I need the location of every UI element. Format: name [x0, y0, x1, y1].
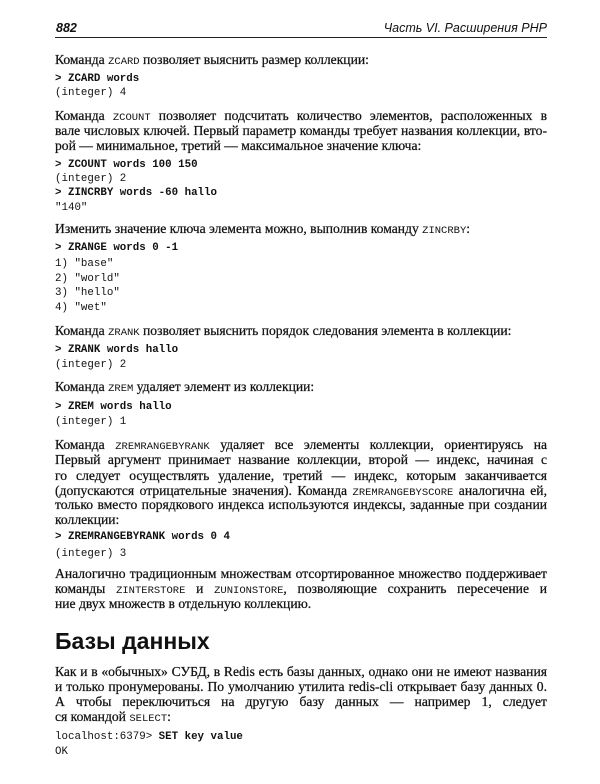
text-line	[55, 437, 547, 453]
text-line	[55, 664, 547, 680]
text-segment: удаляет все элементы коллекции, ориентируясь на	[220, 437, 547, 452]
text-segment: "140"	[55, 202, 88, 214]
text-line	[55, 52, 547, 70]
command-input: > ZREMRANGEBYRANK words 0 4	[55, 531, 230, 543]
text-line	[55, 468, 547, 484]
text-segment: позволяет подсчитать количество элементов, расположенных в	[158, 108, 547, 123]
code-line	[55, 285, 547, 301]
section-heading: Базы данных	[55, 628, 210, 654]
text-segment: , позволяющие сохранить пересечение и	[283, 581, 547, 596]
text-segment: (integer) 1	[55, 416, 127, 428]
code-line	[55, 546, 547, 562]
text-line	[55, 566, 547, 582]
text-line	[55, 123, 547, 139]
code-line	[55, 200, 547, 216]
code-line	[55, 256, 547, 272]
code-line	[55, 744, 547, 760]
code-line	[55, 357, 547, 373]
page-number: 882	[56, 21, 77, 35]
inline-command: ZREMRANGEBYSCORE	[352, 487, 454, 499]
text-segment: удаляет элемент из коллекции:	[133, 379, 315, 394]
command-input: > ZCOUNT words 100 150	[55, 159, 198, 171]
text-line	[55, 108, 547, 124]
text-line	[55, 221, 547, 239]
text-segment: (допускаются отрицательные значения). Команда	[55, 483, 353, 498]
code-line	[55, 185, 547, 201]
text-segment: (integer) 4	[55, 87, 127, 99]
inline-command: ZINCRBY	[422, 225, 467, 237]
text-segment: :	[466, 221, 471, 236]
text-segment: (integer) 2	[55, 359, 127, 371]
text-segment: Команда	[55, 108, 113, 123]
text-line	[55, 452, 547, 468]
text-segment: позволяет выяснить порядок следования элемента в коллекции:	[139, 323, 512, 338]
text-segment: А чтобы переключиться на другую базу данных — например 1, следует	[55, 694, 547, 709]
code-line	[55, 729, 547, 745]
text-segment: Команда	[55, 379, 109, 394]
inline-command: ZREMRANGEBYRANK	[115, 441, 210, 453]
text-line	[55, 581, 547, 597]
code-line	[55, 529, 547, 545]
text-segment: Команда	[55, 437, 116, 452]
text-line	[55, 694, 547, 710]
inline-command: ZCOUNT	[112, 112, 151, 124]
inline-command: ZREM	[108, 383, 134, 395]
text-segment: аналогична ей,	[453, 483, 547, 498]
inline-command: ZRANK	[108, 327, 140, 339]
inline-command: SELECT	[129, 713, 168, 725]
text-segment: 1) "base"	[55, 258, 114, 270]
text-line	[55, 138, 547, 154]
code-line	[55, 414, 547, 430]
text-segment: ние двух множеств в отдельную коллекцию.	[55, 596, 312, 611]
text-segment: Команда	[55, 52, 109, 67]
text-segment: Изменить значение ключа элемента можно, выполнив команду	[55, 221, 423, 236]
code-line	[55, 342, 547, 358]
text-segment: 4) "wet"	[55, 302, 107, 314]
text-line	[55, 512, 547, 528]
inline-command: ZCARD	[108, 56, 140, 68]
command-input: > ZINCRBY words -60 hallo	[55, 187, 217, 199]
text-segment: и только пронумерованы. По умолчанию утилита redis-cli открывает базу данных 0.	[55, 679, 547, 694]
text-segment: команды	[55, 581, 117, 596]
text-segment: Команда	[55, 323, 109, 338]
text-segment: 3) "hello"	[55, 287, 120, 299]
text-segment: и	[185, 581, 215, 596]
text-line	[55, 596, 547, 612]
text-segment: Как и в «обычных» СУБД, в Redis есть базы данных, однако они не имеют названия	[55, 664, 547, 679]
command-input: > ZRANGE words 0 -1	[55, 242, 179, 254]
text-segment: рой — минимальное, третий — максимальное значение ключа:	[55, 138, 422, 153]
text-segment: OK	[55, 746, 68, 758]
code-line	[55, 399, 547, 415]
text-line	[55, 709, 547, 727]
code-line	[55, 240, 547, 256]
text-segment: вале числовых ключей. Первый параметр команды требует названия коллекции, вто-	[55, 123, 547, 138]
running-title: Часть VI. Расширения PHP	[383, 21, 547, 35]
code-line	[55, 300, 547, 316]
text-line	[55, 323, 547, 341]
inline-command: ZUNIONSTORE	[214, 585, 284, 597]
command-input: > ZCARD words	[55, 73, 140, 85]
text-segment: позволяет выяснить размер коллекции:	[139, 52, 369, 67]
command-input: > ZREM words hallo	[55, 401, 172, 413]
text-segment: 2) "world"	[55, 273, 120, 285]
header-rule	[55, 37, 547, 38]
text-line	[55, 679, 547, 695]
text-segment: Первый аргумент принимает название коллекции, второй — индекс, начиная с	[55, 452, 547, 467]
text-segment: localhost:6379>	[55, 731, 159, 743]
text-segment: (integer) 3	[55, 548, 127, 560]
inline-command: ZINTERSTORE	[116, 585, 186, 597]
text-line	[55, 497, 547, 513]
text-segment: го следует осуществлять удаление, третий — индекс, которым заканчивается	[55, 468, 547, 483]
text-segment: :	[167, 709, 171, 724]
text-line	[55, 379, 547, 397]
text-segment: Аналогично традиционным множествам отсортированное множество поддерживает	[55, 566, 547, 581]
text-segment: коллекции:	[55, 512, 120, 527]
text-segment: только вместо порядкового индекса используются индексы, заданные при создании	[55, 497, 547, 512]
command-input: > ZRANK words hallo	[55, 344, 179, 356]
text-segment: (integer) 2	[55, 173, 127, 185]
text-segment: ся командой	[55, 709, 130, 724]
code-line	[55, 85, 547, 101]
command-input: SET key value	[158, 731, 243, 743]
